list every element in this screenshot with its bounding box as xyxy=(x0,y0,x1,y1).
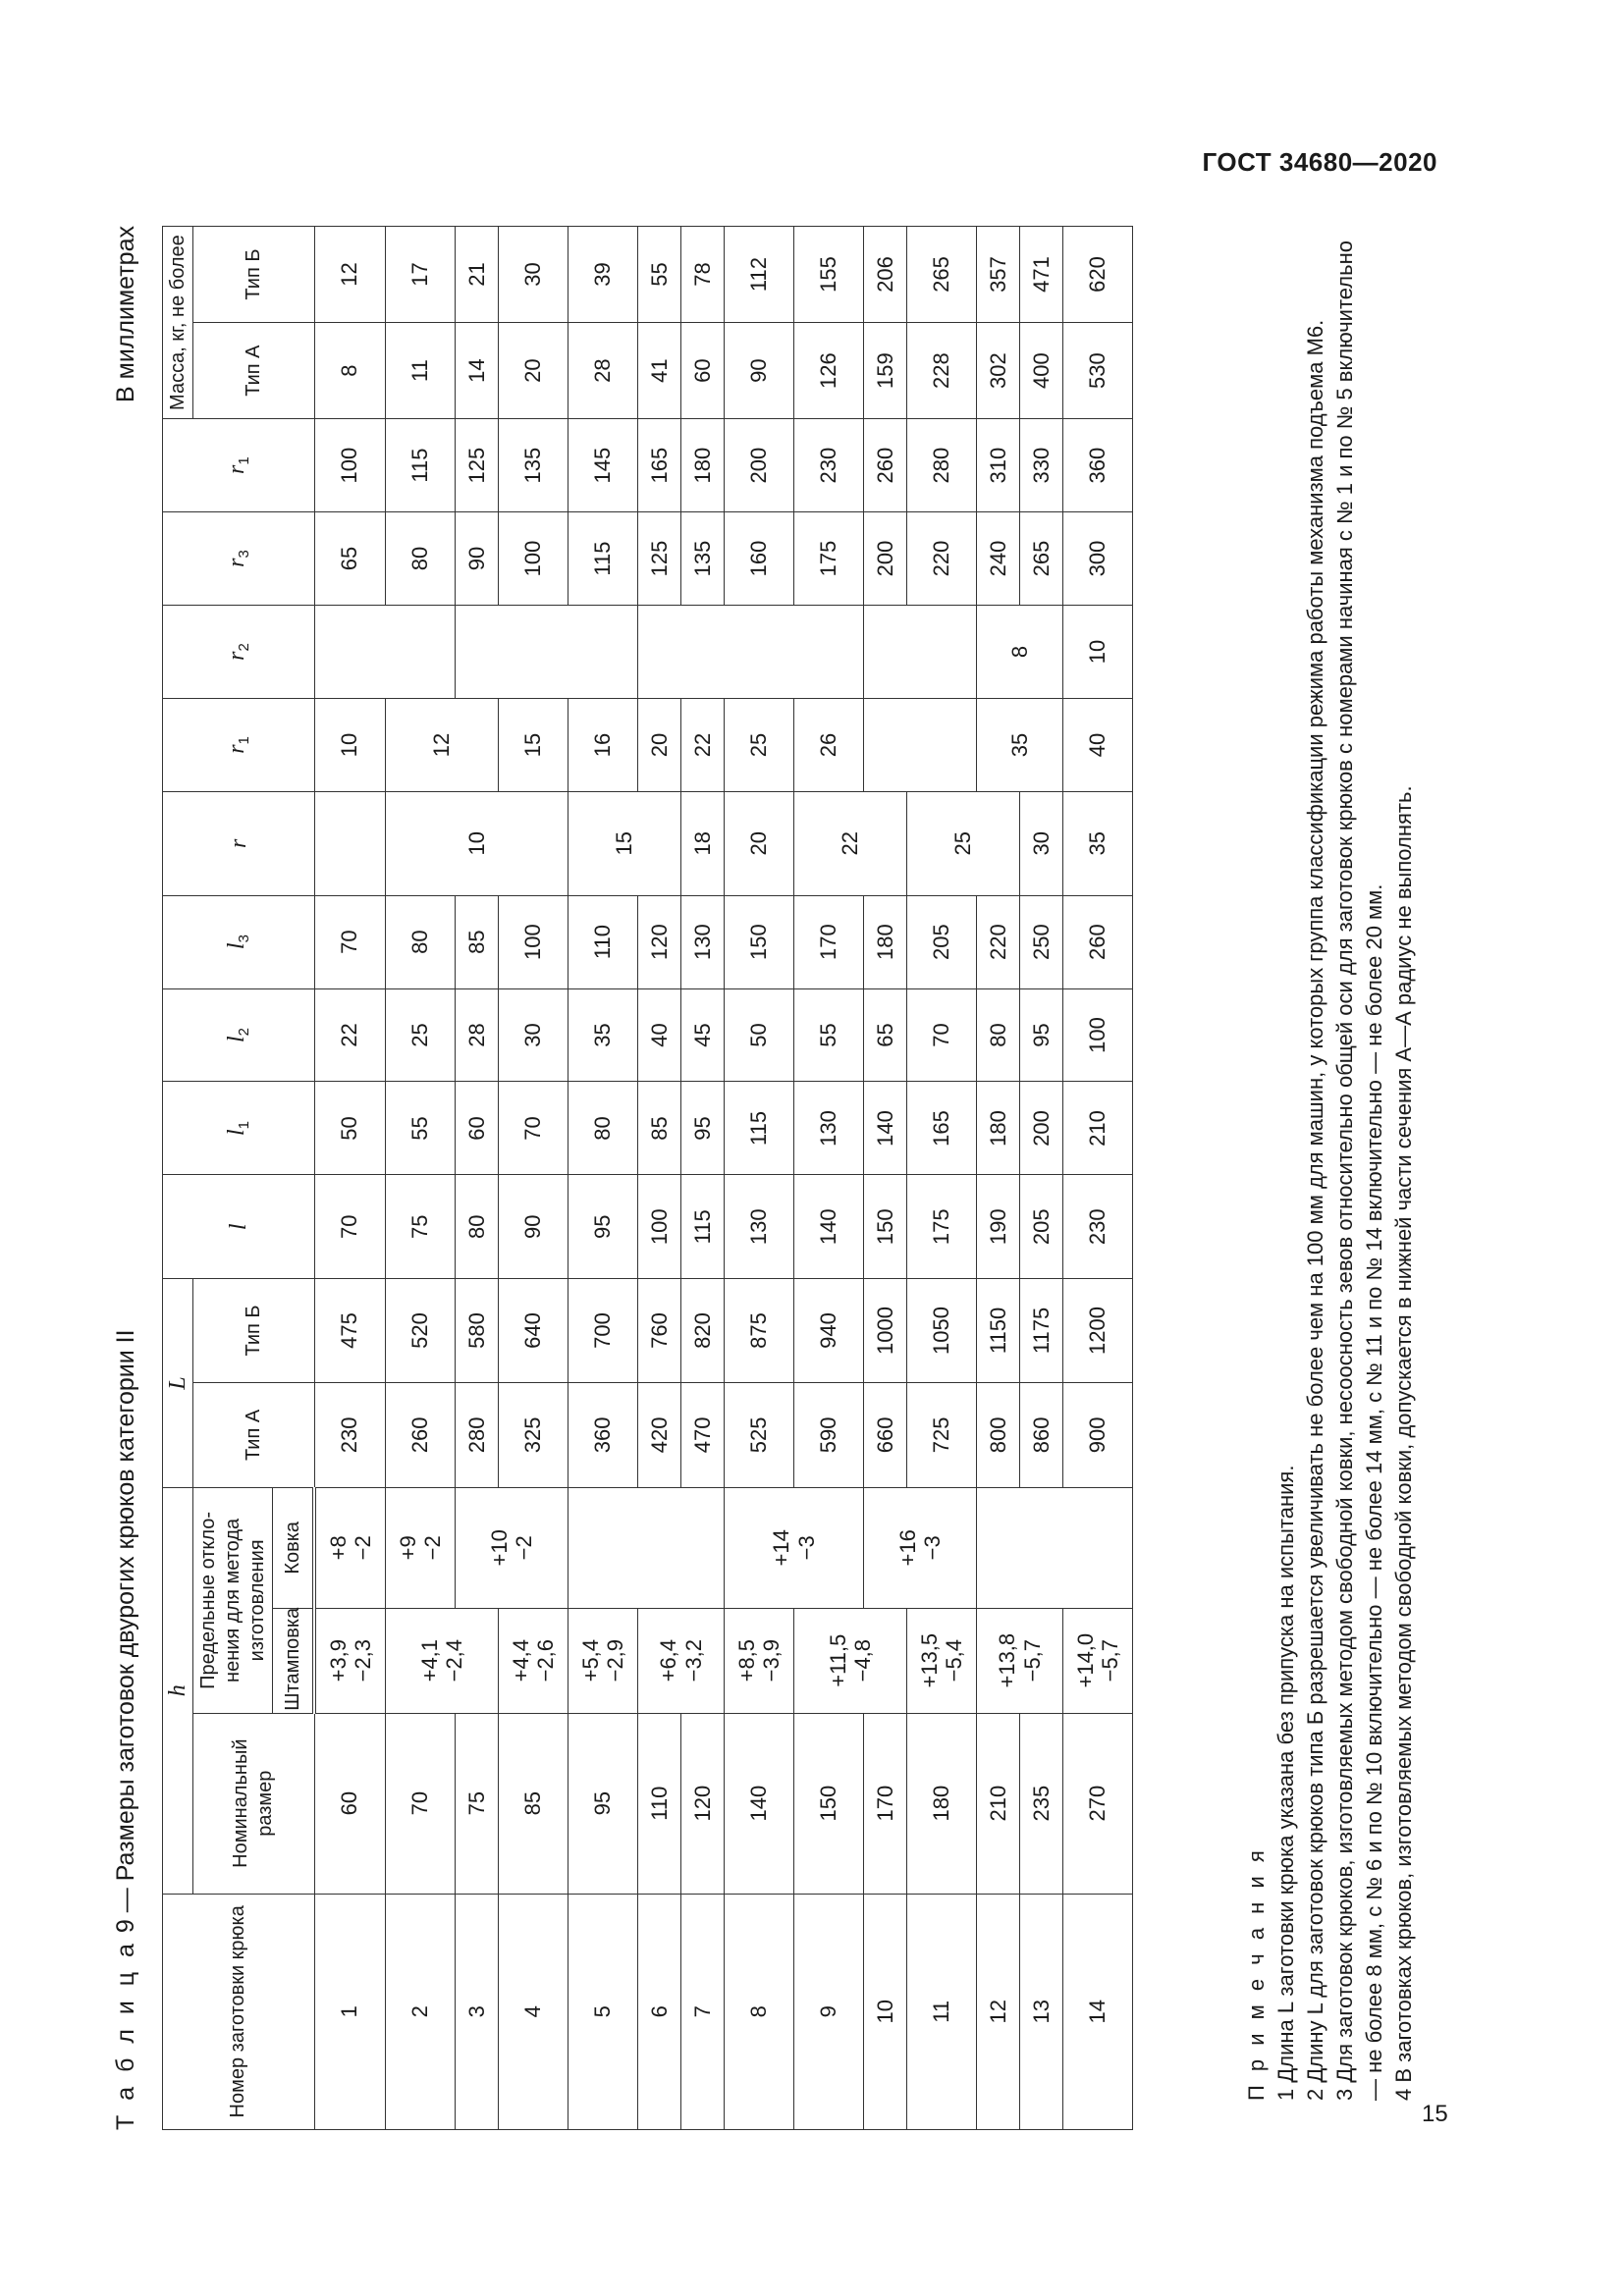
cell-r4: 180 xyxy=(681,419,725,512)
cell-nom: 270 xyxy=(1063,1713,1133,1894)
rotated-content xyxy=(108,226,1416,2130)
cell-forge: +14 −3 xyxy=(725,1488,864,1609)
cell-nom: 60 xyxy=(314,1713,386,1894)
cell-r4: 115 xyxy=(386,419,456,512)
table-row xyxy=(568,227,638,2130)
table-body xyxy=(314,227,1133,2130)
table-row xyxy=(977,227,1020,2130)
cell-l1: 50 xyxy=(314,1082,386,1175)
cell-stamp: +5,4 −2,9 xyxy=(568,1608,638,1713)
cell-r3: 115 xyxy=(568,512,638,606)
cell-r1: 12 xyxy=(386,698,499,791)
document-header: ГОСТ 34680—2020 xyxy=(1202,147,1437,177)
header-hook-number: Номер заготовки крюка xyxy=(163,1894,315,2129)
cell-l: 230 xyxy=(1063,1175,1133,1279)
cell-mb: 357 xyxy=(977,227,1020,323)
cell-nom: 85 xyxy=(499,1713,568,1894)
cell-l1: 95 xyxy=(681,1082,725,1175)
cell-l: 115 xyxy=(681,1175,725,1279)
cell-mb: 12 xyxy=(314,227,386,323)
cell-l: 100 xyxy=(638,1175,681,1279)
cell-r: 30 xyxy=(1020,791,1063,895)
notes-title: П р и м е ч а н и я xyxy=(1244,1846,1269,2101)
cell-nom: 120 xyxy=(681,1713,725,1894)
cell-l: 75 xyxy=(386,1175,456,1279)
cell-ma: 530 xyxy=(1063,323,1133,419)
cell-no: 12 xyxy=(977,1894,1020,2129)
header-stamping: Штамповка xyxy=(273,1608,315,1713)
cell-r4: 200 xyxy=(725,419,794,512)
cell-r: 10 xyxy=(386,791,568,895)
cell-r3: 160 xyxy=(725,512,794,606)
cell-r4: 145 xyxy=(568,419,638,512)
cell-Lb: 820 xyxy=(681,1279,725,1383)
header-L: L xyxy=(163,1279,193,1488)
cell-nom: 70 xyxy=(386,1713,456,1894)
caption-row xyxy=(108,226,157,2130)
cell-r4: 280 xyxy=(907,419,977,512)
cell-no: 9 xyxy=(794,1894,864,2129)
cell-mb: 620 xyxy=(1063,227,1133,323)
cell-La: 900 xyxy=(1063,1382,1133,1487)
cell-l1: 70 xyxy=(499,1082,568,1175)
cell-l1: 80 xyxy=(568,1082,638,1175)
cell-r3: 100 xyxy=(499,512,568,606)
cell-nom: 180 xyxy=(907,1713,977,1894)
cell-La: 800 xyxy=(977,1382,1020,1487)
note-1: 1 Длина L заготовки крюка указана без припуска на испытания. xyxy=(1272,1465,1298,2101)
cell-r: 35 xyxy=(1063,791,1133,895)
cell-ma: 159 xyxy=(864,323,907,419)
cell-r1: 15 xyxy=(499,698,568,791)
cell-mb: 206 xyxy=(864,227,907,323)
cell-r3: 80 xyxy=(386,512,456,606)
cell-l: 80 xyxy=(456,1175,499,1279)
cell-ma: 8 xyxy=(314,323,386,419)
header-l: l xyxy=(163,1175,315,1279)
cell-mb: 155 xyxy=(794,227,864,323)
cell-l2: 40 xyxy=(638,988,681,1082)
table-row xyxy=(1020,227,1063,2130)
table-row xyxy=(456,227,499,2130)
cell-r: 25 xyxy=(907,791,1020,895)
cell-no: 13 xyxy=(1020,1894,1063,2129)
cell-l: 130 xyxy=(725,1175,794,1279)
cell-l2: 80 xyxy=(977,988,1020,1082)
table-row xyxy=(681,227,725,2130)
header-nominal: Номинальный размер xyxy=(193,1713,315,1894)
cell-r3: 300 xyxy=(1063,512,1133,606)
cell-ma: 228 xyxy=(907,323,977,419)
cell-r3: 90 xyxy=(456,512,499,606)
cell-mb: 55 xyxy=(638,227,681,323)
cell-l3: 120 xyxy=(638,895,681,988)
cell-ma: 60 xyxy=(681,323,725,419)
note-4: 4 В заготовках крюков, изготовляемых методом свободной ковки, допускается в нижней части сечения А—А радиус не выполнять. xyxy=(1390,785,1416,2101)
cell-La: 260 xyxy=(386,1382,456,1487)
cell-stamp: +13,5 −5,4 xyxy=(907,1608,977,1713)
cell-r3: 240 xyxy=(977,512,1020,606)
cell-l: 190 xyxy=(977,1175,1020,1279)
header-h: h xyxy=(163,1488,193,1895)
cell-l2: 28 xyxy=(456,988,499,1082)
cell-r4: 100 xyxy=(314,419,386,512)
cell-r2 xyxy=(864,606,977,699)
cell-stamp: +3,9 −2,3 xyxy=(314,1608,386,1713)
cell-r: 18 xyxy=(681,791,725,895)
cell-ma: 20 xyxy=(499,323,568,419)
cell-Lb: 520 xyxy=(386,1279,456,1383)
cell-l2: 25 xyxy=(386,988,456,1082)
cell-ma: 14 xyxy=(456,323,499,419)
header-L-type-b: Тип Б xyxy=(193,1279,315,1383)
cell-mb: 471 xyxy=(1020,227,1063,323)
table-row xyxy=(638,227,681,2130)
cell-l2: 50 xyxy=(725,988,794,1082)
cell-l: 140 xyxy=(794,1175,864,1279)
cell-stamp: +8,5 −3,9 xyxy=(725,1608,794,1713)
cell-ma: 11 xyxy=(386,323,456,419)
cell-r2 xyxy=(638,606,864,699)
cell-l1: 85 xyxy=(638,1082,681,1175)
cell-Lb: 1200 xyxy=(1063,1279,1133,1383)
header-L-type-a: Тип А xyxy=(193,1382,315,1487)
cell-l3: 80 xyxy=(386,895,456,988)
cell-l1: 115 xyxy=(725,1082,794,1175)
cell-Lb: 1000 xyxy=(864,1279,907,1383)
cell-r1: 26 xyxy=(794,698,864,791)
cell-l2: 45 xyxy=(681,988,725,1082)
cell-r: 15 xyxy=(568,791,681,895)
cell-forge: +16 −3 xyxy=(864,1488,977,1609)
cell-mb: 112 xyxy=(725,227,794,323)
cell-l1: 130 xyxy=(794,1082,864,1175)
table-caption xyxy=(112,1329,140,2130)
header-forging: Ковка xyxy=(273,1488,315,1609)
header-r1: $r_1$ xyxy=(163,698,315,791)
cell-l: 205 xyxy=(1020,1175,1063,1279)
cell-r1: 40 xyxy=(1063,698,1133,791)
cell-l3: 170 xyxy=(794,895,864,988)
cell-La: 280 xyxy=(456,1382,499,1487)
cell-Lb: 475 xyxy=(314,1279,386,1383)
cell-Lb: 875 xyxy=(725,1279,794,1383)
cell-r1: 16 xyxy=(568,698,638,791)
cell-l1: 210 xyxy=(1063,1082,1133,1175)
header-l3: $l_3$ xyxy=(163,895,315,988)
cell-mb: 39 xyxy=(568,227,638,323)
cell-r: 22 xyxy=(794,791,907,895)
cell-r3: 175 xyxy=(794,512,864,606)
caption-text: — Размеры заготовок двурогих крюков категории II xyxy=(112,1329,139,1913)
cell-r4: 135 xyxy=(499,419,568,512)
cell-Lb: 760 xyxy=(638,1279,681,1383)
cell-forge xyxy=(977,1488,1133,1609)
cell-r3: 125 xyxy=(638,512,681,606)
cell-r4: 165 xyxy=(638,419,681,512)
cell-stamp: +6,4 −3,2 xyxy=(638,1608,725,1713)
cell-l1: 60 xyxy=(456,1082,499,1175)
cell-r3: 265 xyxy=(1020,512,1063,606)
cell-La: 860 xyxy=(1020,1382,1063,1487)
cell-l3: 70 xyxy=(314,895,386,988)
cell-r3: 65 xyxy=(314,512,386,606)
cell-La: 470 xyxy=(681,1382,725,1487)
cell-r3: 200 xyxy=(864,512,907,606)
table-row xyxy=(725,227,794,2130)
caption-prefix: Т а б л и ц а xyxy=(112,1940,139,2130)
header-mass-type-a: Тип А xyxy=(193,323,315,419)
cell-r xyxy=(314,791,386,895)
cell-r4: 230 xyxy=(794,419,864,512)
cell-La: 525 xyxy=(725,1382,794,1487)
cell-no: 10 xyxy=(864,1894,907,2129)
cell-r1: 35 xyxy=(977,698,1063,791)
cell-no: 3 xyxy=(456,1894,499,2129)
cell-r4: 330 xyxy=(1020,419,1063,512)
cell-r4: 125 xyxy=(456,419,499,512)
cell-no: 14 xyxy=(1063,1894,1133,2129)
cell-Lb: 940 xyxy=(794,1279,864,1383)
header-mass-type-b: Тип Б xyxy=(193,227,315,323)
note-2: 2 Длину L для заготовок крюков типа Б разрешается увеличивать не более чем на 100 мм для машин, у которых группа классификации режима работы механизма подъема М6. xyxy=(1302,319,1327,2101)
header-mass: Масса, кг, не более xyxy=(163,227,193,419)
cell-l2: 30 xyxy=(499,988,568,1082)
cell-l1: 140 xyxy=(864,1082,907,1175)
table-row xyxy=(499,227,568,2130)
cell-forge: +8 −2 xyxy=(314,1488,386,1609)
cell-l3: 205 xyxy=(907,895,977,988)
cell-nom: 110 xyxy=(638,1713,681,1894)
cell-Lb: 1150 xyxy=(977,1279,1020,1383)
page-number: 15 xyxy=(1422,2101,1448,2127)
cell-l1: 200 xyxy=(1020,1082,1063,1175)
cell-nom: 75 xyxy=(456,1713,499,1894)
header-deviations: Предельные откло-нения для метода изготовления xyxy=(193,1488,273,1714)
cell-r1: 10 xyxy=(314,698,386,791)
cell-mb: 21 xyxy=(456,227,499,323)
cell-mb: 265 xyxy=(907,227,977,323)
cell-nom: 210 xyxy=(977,1713,1020,1894)
cell-mb: 17 xyxy=(386,227,456,323)
cell-ma: 302 xyxy=(977,323,1020,419)
cell-no: 11 xyxy=(907,1894,977,2129)
cell-mb: 78 xyxy=(681,227,725,323)
cell-no: 4 xyxy=(499,1894,568,2129)
cell-r2: 10 xyxy=(1063,606,1133,699)
cell-ma: 41 xyxy=(638,323,681,419)
cell-La: 360 xyxy=(568,1382,638,1487)
cell-l: 90 xyxy=(499,1175,568,1279)
cell-La: 660 xyxy=(864,1382,907,1487)
caption-number: 9 xyxy=(112,1919,139,1934)
cell-La: 325 xyxy=(499,1382,568,1487)
cell-l3: 130 xyxy=(681,895,725,988)
header-r3: $r_3$ xyxy=(163,512,315,606)
header-r: r xyxy=(163,791,315,895)
cell-r1: 20 xyxy=(638,698,681,791)
cell-stamp: +14,0 −5,7 xyxy=(1063,1608,1133,1713)
cell-ma: 90 xyxy=(725,323,794,419)
cell-stamp: +4,4 −2,6 xyxy=(499,1608,568,1713)
cell-l3: 110 xyxy=(568,895,638,988)
cell-Lb: 640 xyxy=(499,1279,568,1383)
cell-l: 95 xyxy=(568,1175,638,1279)
cell-l3: 260 xyxy=(1063,895,1133,988)
cell-l1: 165 xyxy=(907,1082,977,1175)
cell-ma: 400 xyxy=(1020,323,1063,419)
cell-r2 xyxy=(314,606,456,699)
cell-forge: +10 −2 xyxy=(456,1488,568,1609)
cell-no: 1 xyxy=(314,1894,386,2129)
cell-l2: 55 xyxy=(794,988,864,1082)
cell-l3: 220 xyxy=(977,895,1020,988)
cell-Lb: 580 xyxy=(456,1279,499,1383)
cell-no: 2 xyxy=(386,1894,456,2129)
cell-l3: 85 xyxy=(456,895,499,988)
cell-r: 20 xyxy=(725,791,794,895)
cell-r2 xyxy=(456,606,638,699)
cell-r1: 22 xyxy=(681,698,725,791)
hooks-table xyxy=(162,226,1133,2130)
cell-nom: 235 xyxy=(1020,1713,1063,1894)
cell-r1 xyxy=(864,698,977,791)
table-row xyxy=(1063,227,1133,2130)
units-label: В миллиметрах xyxy=(112,226,139,402)
cell-l: 70 xyxy=(314,1175,386,1279)
cell-La: 230 xyxy=(314,1382,386,1487)
cell-ma: 28 xyxy=(568,323,638,419)
cell-stamp: +11,5 −4,8 xyxy=(794,1608,907,1713)
cell-l2: 22 xyxy=(314,988,386,1082)
cell-l3: 150 xyxy=(725,895,794,988)
cell-l3: 250 xyxy=(1020,895,1063,988)
cell-ma: 126 xyxy=(794,323,864,419)
cell-Lb: 1175 xyxy=(1020,1279,1063,1383)
cell-l1: 180 xyxy=(977,1082,1020,1175)
cell-Lb: 1050 xyxy=(907,1279,977,1383)
cell-forge: +9 −2 xyxy=(386,1488,456,1609)
table-row xyxy=(314,227,386,2130)
cell-forge xyxy=(568,1488,725,1609)
cell-stamp: +13,8 −5,7 xyxy=(977,1608,1063,1713)
cell-r4: 310 xyxy=(977,419,1020,512)
cell-nom: 140 xyxy=(725,1713,794,1894)
cell-nom: 95 xyxy=(568,1713,638,1894)
table-row xyxy=(386,227,456,2130)
cell-r4: 360 xyxy=(1063,419,1133,512)
cell-nom: 150 xyxy=(794,1713,864,1894)
cell-no: 8 xyxy=(725,1894,794,2129)
cell-l: 175 xyxy=(907,1175,977,1279)
cell-La: 590 xyxy=(794,1382,864,1487)
header-l2: $l_2$ xyxy=(163,988,315,1082)
notes xyxy=(1242,226,1418,2130)
cell-l2: 65 xyxy=(864,988,907,1082)
cell-no: 5 xyxy=(568,1894,638,2129)
cell-l3: 100 xyxy=(499,895,568,988)
header-l1: $l_1$ xyxy=(163,1082,315,1175)
cell-l2: 100 xyxy=(1063,988,1133,1082)
table-row xyxy=(794,227,864,2130)
table-row xyxy=(864,227,907,2130)
cell-l2: 95 xyxy=(1020,988,1063,1082)
cell-l2: 35 xyxy=(568,988,638,1082)
cell-l: 150 xyxy=(864,1175,907,1279)
cell-Lb: 700 xyxy=(568,1279,638,1383)
cell-l1: 55 xyxy=(386,1082,456,1175)
cell-no: 7 xyxy=(681,1894,725,2129)
cell-l2: 70 xyxy=(907,988,977,1082)
cell-r1: 25 xyxy=(725,698,794,791)
cell-r3: 220 xyxy=(907,512,977,606)
cell-nom: 170 xyxy=(864,1713,907,1894)
cell-stamp: +4,1 −2,4 xyxy=(386,1608,499,1713)
cell-mb: 30 xyxy=(499,227,568,323)
cell-La: 420 xyxy=(638,1382,681,1487)
note-3: 3 Для заготовок крюков, изготовляемых методом свободной ковки, несоосность зевов относительно общей оси для заготовок крюков с номерами начиная с № 1 и по № 5 включительно — не более 8 мм, с № 6 и по № 10 включительно — не более 14 мм, с № 11 и по № 14 включительно — не более 20 мм. xyxy=(1331,240,1386,2101)
cell-r2: 8 xyxy=(977,606,1063,699)
table-row xyxy=(907,227,977,2130)
cell-La: 725 xyxy=(907,1382,977,1487)
header-r2: $r_2$ xyxy=(163,606,315,699)
cell-no: 6 xyxy=(638,1894,681,2129)
header-r4: $r_1$ xyxy=(163,419,315,512)
cell-r3: 135 xyxy=(681,512,725,606)
cell-r4: 260 xyxy=(864,419,907,512)
cell-l3: 180 xyxy=(864,895,907,988)
